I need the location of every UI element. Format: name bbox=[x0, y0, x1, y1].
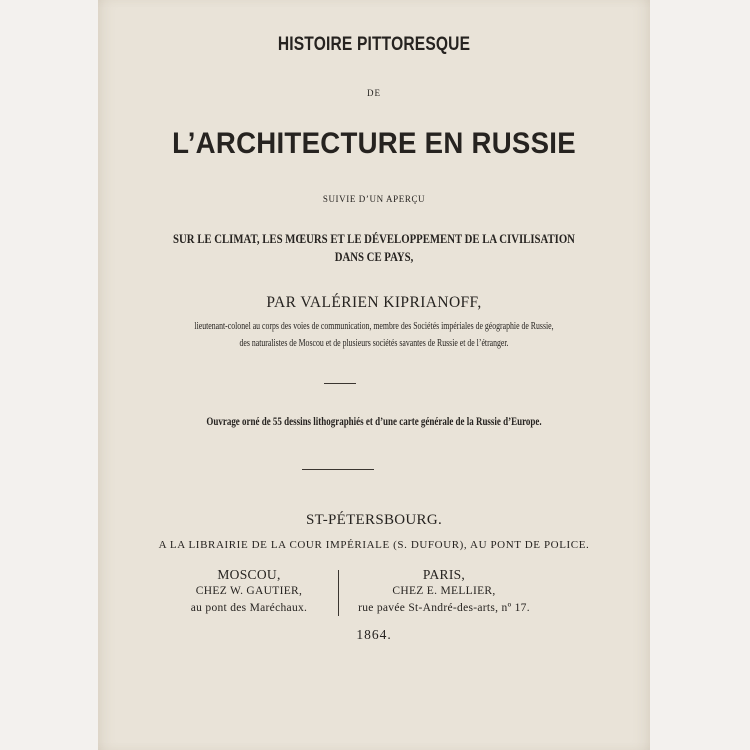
main-title: L’ARCHITECTURE EN RUSSIE bbox=[172, 127, 576, 160]
paris-imprint bbox=[344, 566, 544, 617]
moscow-address: au pont des Maréchaux. bbox=[190, 602, 308, 614]
column-divider bbox=[338, 570, 339, 616]
author: PAR VALÉRIEN KIPRIANOFF, bbox=[266, 294, 482, 311]
imprint-city: ST-PÉTERSBOURG. bbox=[305, 512, 443, 528]
author-description-1: lieutenant-colonel au corps des voies de communication, membre des Sociétés impériales de géographie de Russie, bbox=[194, 321, 554, 332]
moscow-imprint bbox=[164, 566, 334, 617]
header-line: HISTOIRE PITTORESQUE bbox=[277, 34, 471, 55]
author-description-2: des naturalistes de Moscou et de plusieurs sociétés savantes de Russie et de l’étranger. bbox=[239, 338, 509, 349]
paris-city: PARIS, bbox=[422, 567, 466, 582]
publication-year: 1864. bbox=[356, 627, 392, 642]
divider-rule-1 bbox=[324, 383, 356, 384]
topic-line-1: SUR LE CLIMAT, LES MŒURS ET LE DÉVELOPPEMENT DE LA CIVILISATION bbox=[173, 232, 575, 246]
header-de: DE bbox=[367, 88, 381, 98]
divider-rule-2 bbox=[302, 469, 374, 470]
moscow-city: MOSCOU, bbox=[217, 567, 281, 582]
publisher-line: A LA LIBRAIRIE DE LA COUR IMPÉRIALE (S. DUFOUR), AU PONT DE POLICE. bbox=[158, 539, 590, 551]
topic-line-2: DANS CE PAYS, bbox=[334, 250, 414, 264]
paris-seller: CHEZ E. MELLIER, bbox=[392, 585, 496, 597]
subtitle: SUIVIE D’UN APERÇU bbox=[322, 194, 426, 204]
paris-address: rue pavée St-André-des-arts, nº 17. bbox=[358, 602, 530, 614]
title-page bbox=[98, 0, 650, 750]
illustrations-note: Ouvrage orné de 55 dessins lithographiés et d’une carte générale de la Russie d’Europe. bbox=[206, 416, 542, 428]
moscow-seller: CHEZ W. GAUTIER, bbox=[195, 585, 303, 597]
